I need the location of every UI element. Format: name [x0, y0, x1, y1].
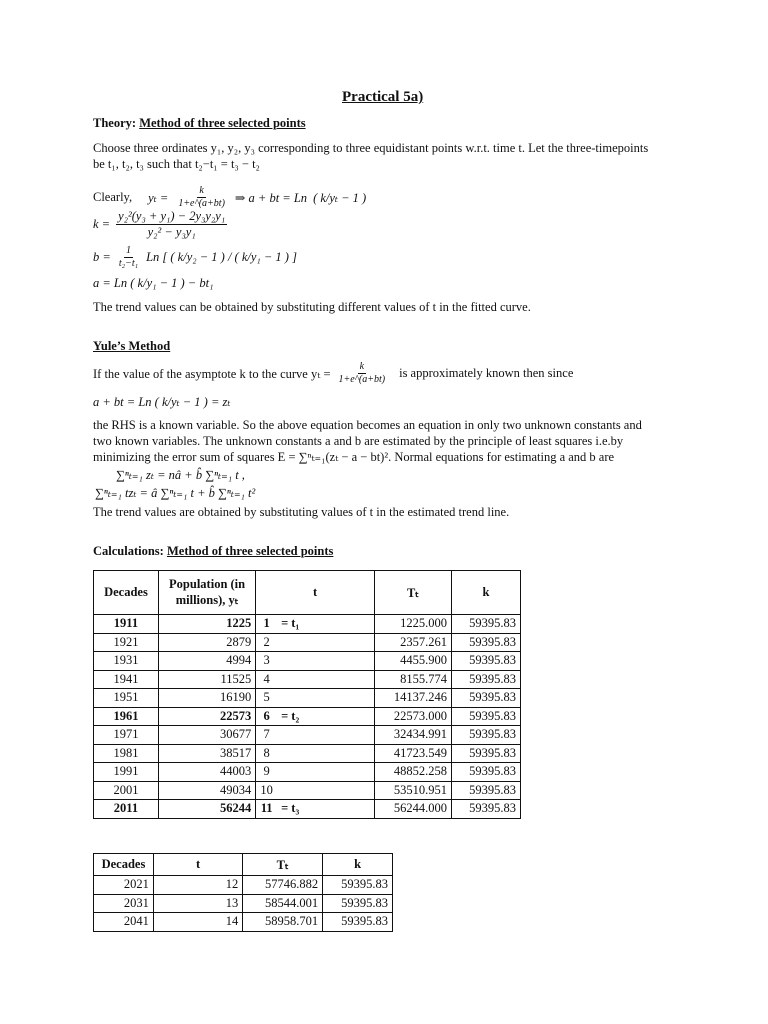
forecast-table [93, 853, 393, 932]
yule-heading: Yule’s Method [93, 339, 171, 353]
decade-cell: 1911 [94, 615, 159, 634]
calc-prefix: Calculations: [93, 544, 167, 558]
k-cell: 59395.83 [323, 913, 393, 932]
table-row [94, 652, 521, 671]
table-row [94, 670, 521, 689]
k-cell: 59395.83 [452, 689, 521, 708]
eq-yt-rhs: ⇒ a + bt = Ln [234, 190, 308, 205]
trend-value-cell: 8155.774 [374, 670, 451, 689]
table-row [94, 894, 393, 913]
table-row [94, 763, 521, 782]
eq-yt-den: 1+e^(a+bt) [178, 198, 225, 209]
k-cell: 59395.83 [452, 707, 521, 726]
decade-cell: 2001 [94, 781, 159, 800]
header-t: t [153, 854, 242, 876]
eq-b-num: 1 [125, 245, 131, 256]
population-cell: 4994 [158, 652, 255, 671]
t-cell: 5 [256, 689, 277, 708]
yule-frac-num: k [359, 361, 365, 372]
population-cell: 1225 [158, 615, 255, 634]
time-marker-cell: = t₁ [277, 615, 374, 634]
theory-prefix: Theory: [93, 116, 140, 130]
theory-para-line2: be t₁, t₂, t₃ such that t₂−t₁ = t₃ − t₂ [93, 157, 260, 171]
theory-heading [93, 116, 306, 131]
yule-frac-den: 1+e^(a+bt) [338, 374, 386, 385]
time-marker-cell [277, 744, 374, 763]
t-cell: 13 [153, 894, 242, 913]
page-title: Practical 5a) [342, 89, 424, 105]
population-cell: 2879 [158, 633, 255, 652]
calc-title: Method of three selected points [166, 544, 334, 558]
trend-value-cell: 1225.000 [374, 615, 451, 634]
population-cell: 16190 [158, 689, 255, 708]
clearly-label: Clearly, [93, 190, 133, 204]
t-cell: 4 [256, 670, 277, 689]
header-Tt: Tₜ [243, 854, 323, 876]
decade-cell: 1951 [94, 689, 159, 708]
time-marker-cell [277, 633, 374, 652]
eq-k-den: y₂² − y₃y₁ [147, 224, 196, 239]
yule-conclusion: The trend values are obtained by substituting values of t in the estimated trend line. [93, 505, 510, 519]
table-row [94, 707, 521, 726]
equation-logistic [93, 186, 366, 209]
decade-cell: 1931 [94, 652, 159, 671]
t-cell: 10 [256, 781, 277, 800]
theory-para-line1: Choose three ordinates y₁, y₂, y₃ corresponding to three equidistant points w.r.t. time t. Let the three-timepoints [93, 141, 649, 155]
header-t: t [256, 571, 375, 615]
trend-value-cell: 53510.951 [374, 781, 451, 800]
header-Tt: Tₜ [374, 571, 451, 615]
decade-cell: 1941 [94, 670, 159, 689]
time-marker-cell [277, 652, 374, 671]
decade-cell: 1921 [94, 633, 159, 652]
yule-line1-end: is approximately known then since [399, 366, 574, 380]
trend-value-cell: 4455.900 [374, 652, 451, 671]
table-row [94, 876, 393, 895]
normal-equation-2: ∑ⁿₜ₌₁ tzₜ = â ∑ⁿₜ₌₁ t + b̂ ∑ⁿₜ₌₁ t² [95, 486, 256, 500]
yule-line1-frac [337, 362, 388, 385]
population-cell: 22573 [158, 707, 255, 726]
trend-value-cell: 2357.261 [374, 633, 451, 652]
trend-value-cell: 48852.258 [374, 763, 451, 782]
time-marker-cell [277, 781, 374, 800]
population-cell: 30677 [158, 726, 255, 745]
eq-b-rhs: Ln [ ( k/y₂ − 1 ) / ( k/y₁ − 1 ) ] [146, 250, 297, 264]
trend-value-cell: 22573.000 [374, 707, 451, 726]
equation-k [93, 210, 229, 238]
normal-equation-1: ∑ⁿₜ₌₁ zₜ = nâ + b̂ ∑ⁿₜ₌₁ t , [116, 468, 245, 482]
time-marker-cell [277, 689, 374, 708]
trend-value-cell: 41723.549 [374, 744, 451, 763]
eq-yt-frac [176, 186, 227, 209]
eq-b-frac [117, 246, 140, 269]
header-k: k [452, 571, 521, 615]
equation-b [93, 246, 297, 269]
eq-b-lhs: b = [93, 250, 111, 264]
population-cell: 44003 [158, 763, 255, 782]
trend-value-cell: 57746.882 [243, 876, 323, 895]
k-cell: 59395.83 [452, 633, 521, 652]
k-cell: 59395.83 [323, 894, 393, 913]
t-cell: 2 [256, 633, 277, 652]
yule-line1-text: If the value of the asymptote k to the curve yₜ = [93, 366, 331, 381]
trend-value-cell: 56244.000 [374, 800, 451, 819]
time-marker-cell: = t₃ [277, 800, 374, 819]
calculation-table [93, 570, 521, 819]
k-cell: 59395.83 [452, 726, 521, 745]
time-marker-cell: = t₂ [277, 707, 374, 726]
decade-cell: 2031 [94, 894, 154, 913]
header-decades: Decades [94, 854, 154, 876]
t-cell: 8 [256, 744, 277, 763]
theory-title: Method of three selected points [139, 116, 306, 130]
t-cell: 6 [256, 707, 277, 726]
k-cell: 59395.83 [452, 615, 521, 634]
k-cell: 59395.83 [452, 763, 521, 782]
t-cell: 9 [256, 763, 277, 782]
t-cell: 12 [153, 876, 242, 895]
time-marker-cell [277, 726, 374, 745]
yule-para-line1: the RHS is a known variable. So the above equation becomes an equation in only two unknown constants and [93, 418, 642, 432]
decade-cell: 1961 [94, 707, 159, 726]
eq-yt-lhs: yₜ = [148, 190, 169, 205]
yule-equation: a + bt = Ln ( k/yₜ − 1 ) = zₜ [93, 395, 231, 409]
k-cell: 59395.83 [452, 652, 521, 671]
t-cell: 7 [256, 726, 277, 745]
t-cell: 1 [256, 615, 277, 634]
eq-k-frac [116, 210, 227, 238]
t-cell: 3 [256, 652, 277, 671]
calc-heading [93, 544, 333, 559]
k-cell: 59395.83 [323, 876, 393, 895]
k-cell: 59395.83 [452, 781, 521, 800]
decade-cell: 2011 [94, 800, 159, 819]
header-k: k [323, 854, 393, 876]
decade-cell: 1981 [94, 744, 159, 763]
eq-b-den: t₂−t₁ [118, 258, 139, 269]
table-row [94, 615, 521, 634]
decade-cell: 2041 [94, 913, 154, 932]
table-row [94, 689, 521, 708]
table-row [94, 913, 393, 932]
eq-yt-num: k [199, 185, 204, 196]
eq-yt-rhs2: ( k/yₜ − 1 ) [313, 190, 367, 205]
table-row [94, 744, 521, 763]
decade-cell: 1991 [94, 763, 159, 782]
yule-line1 [93, 362, 573, 385]
population-cell: 38517 [158, 744, 255, 763]
table-row [94, 781, 521, 800]
yule-para-line3: minimizing the error sum of squares E = ∑ⁿₜ₌₁(zₜ − a − bt)². Normal equations for estimating a and b are [93, 450, 615, 464]
eq-k-num: y₂²(y₃ + y₁) − 2y₃y₂y₁ [118, 209, 226, 223]
table-header-row [94, 571, 521, 615]
time-marker-cell [277, 670, 374, 689]
population-cell: 49034 [158, 781, 255, 800]
t-cell: 14 [153, 913, 242, 932]
table-row [94, 726, 521, 745]
theory-conclusion: The trend values can be obtained by substituting different values of t in the fitted curve. [93, 300, 531, 314]
yule-para-line2: two known variables. The unknown constants a and b are estimated by the principle of least squares i.e.by [93, 434, 624, 448]
trend-value-cell: 58544.001 [243, 894, 323, 913]
table-header-row [94, 854, 393, 876]
decade-cell: 1971 [94, 726, 159, 745]
population-cell: 56244 [158, 800, 255, 819]
k-cell: 59395.83 [452, 800, 521, 819]
trend-value-cell: 58958.701 [243, 913, 323, 932]
k-cell: 59395.83 [452, 744, 521, 763]
time-marker-cell [277, 763, 374, 782]
trend-value-cell: 32434.991 [374, 726, 451, 745]
t-cell: 11 [256, 800, 277, 819]
trend-value-cell: 14137.246 [374, 689, 451, 708]
decade-cell: 2021 [94, 876, 154, 895]
header-decades: Decades [94, 571, 159, 615]
table-row [94, 633, 521, 652]
table-row [94, 800, 521, 819]
eq-k-lhs: k = [93, 216, 111, 231]
k-cell: 59395.83 [452, 670, 521, 689]
population-cell: 11525 [158, 670, 255, 689]
header-population: Population (in millions), yₜ [158, 571, 255, 615]
equation-a: a = Ln ( k/y₁ − 1 ) − bt₁ [93, 276, 214, 290]
